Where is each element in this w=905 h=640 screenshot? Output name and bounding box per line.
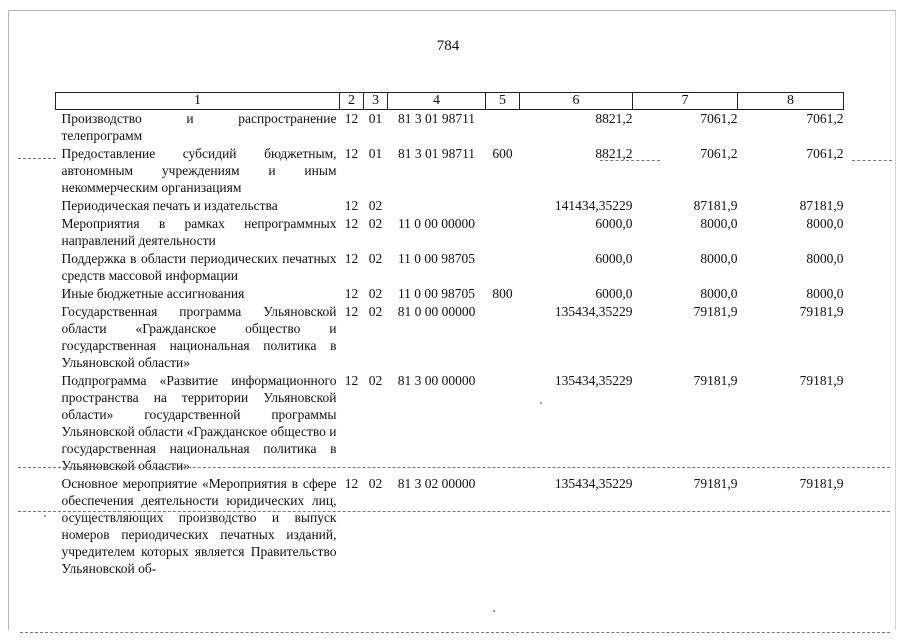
section-code: 12	[344, 198, 359, 213]
subsection-code: 02	[368, 216, 383, 231]
amount-col-7: 79181,9	[693, 476, 738, 491]
subsection-code: 02	[368, 286, 383, 301]
column-header: 4	[388, 93, 486, 110]
amount-col-6: 135434,35229	[554, 373, 633, 388]
expense-type-code	[486, 250, 520, 285]
amount-col-8: 8000,0	[806, 251, 844, 266]
item-name: Государственная программа Ульяновской области «Гражданское общество и государственная национальная политика в Ульяновской области»	[61, 304, 337, 370]
table-row	[56, 285, 844, 303]
column-header: 5	[486, 93, 520, 110]
amount-col-8: 7061,2	[806, 111, 844, 126]
subsection-code: 02	[368, 373, 383, 388]
table-row	[56, 303, 844, 372]
amount-col-7: 8000,0	[700, 216, 738, 231]
amount-col-6: 141434,35229	[554, 198, 633, 213]
section-code: 12	[344, 146, 359, 161]
scan-artifact-line	[18, 511, 890, 512]
target-article-code: 81 3 00 00000	[397, 373, 476, 388]
section-code: 12	[344, 111, 359, 126]
amount-col-6: 6000,0	[595, 216, 633, 231]
amount-col-6: 6000,0	[595, 286, 633, 301]
subsection-code: 01	[368, 111, 383, 126]
target-article-code: 81 3 01 98711	[397, 146, 476, 161]
amount-col-6: 135434,35229	[554, 476, 633, 491]
item-name: Производство и распространение телепрограмм	[61, 111, 337, 143]
column-header: 6	[520, 93, 633, 110]
section-code: 12	[344, 373, 359, 388]
target-article-code: 11 0 00 00000	[397, 216, 476, 231]
column-header: 7	[633, 93, 738, 110]
item-name: Предоставление субсидий бюджетным, автономным учреждениям и иным некоммерческим организациям	[61, 146, 337, 195]
scan-artifact-line	[18, 467, 890, 468]
expense-type-code	[486, 110, 520, 146]
amount-col-7: 7061,2	[700, 146, 738, 161]
amount-col-8: 8000,0	[806, 286, 844, 301]
section-code: 12	[344, 251, 359, 266]
scan-artifact-dot	[540, 402, 542, 404]
section-code: 12	[344, 304, 359, 319]
scan-artifact-dot	[493, 610, 495, 612]
expense-type-code: 800	[492, 286, 513, 301]
section-code: 12	[344, 476, 359, 491]
target-article-code: 81 3 02 00000	[397, 476, 476, 491]
page-number: 784	[436, 38, 460, 54]
amount-col-6: 8821,2	[595, 111, 633, 126]
amount-col-8: 8000,0	[806, 216, 844, 231]
target-article-code: 11 0 00 98705	[397, 251, 476, 266]
expense-type-code	[486, 215, 520, 250]
column-header: 2	[340, 93, 364, 110]
scan-artifact-line	[852, 160, 892, 161]
expense-type-code	[486, 303, 520, 372]
column-header: 1	[56, 93, 340, 110]
target-article-code: 81 3 01 98711	[397, 111, 476, 126]
section-code: 12	[344, 216, 359, 231]
amount-col-7: 79181,9	[693, 373, 738, 388]
amount-col-8: 79181,9	[799, 373, 844, 388]
amount-col-7: 79181,9	[693, 304, 738, 319]
amount-col-8: 79181,9	[799, 304, 844, 319]
target-article-code: 81 0 00 00000	[397, 304, 476, 319]
item-name: Основное мероприятие «Мероприятия в сфере обеспечения деятельности юридических лиц, осуществляющих производство и выпуск номеров периодических печатных изданий, учредителем которых является Правительство Ульяновской об-	[61, 476, 337, 576]
table-row	[56, 215, 844, 250]
table-row	[56, 372, 844, 475]
table-row	[56, 475, 844, 578]
item-name: Иные бюджетные ассигнования	[61, 286, 245, 301]
table-header-row	[56, 93, 844, 110]
column-header: 8	[738, 93, 844, 110]
section-code: 12	[344, 286, 359, 301]
amount-col-6: 8821,2	[595, 146, 633, 161]
expense-type-code	[486, 197, 520, 215]
amount-col-6: 135434,35229	[554, 304, 633, 319]
scan-artifact-line	[18, 158, 56, 159]
subsection-code: 02	[368, 251, 383, 266]
subsection-code: 02	[368, 198, 383, 213]
column-header: 3	[364, 93, 388, 110]
table-row	[56, 197, 844, 215]
amount-col-8: 87181,9	[799, 198, 844, 213]
amount-col-7: 8000,0	[700, 251, 738, 266]
table-row	[56, 145, 844, 197]
amount-col-8: 7061,2	[806, 146, 844, 161]
budget-table	[55, 92, 844, 578]
expense-type-code	[486, 475, 520, 578]
scan-artifact-dot	[44, 515, 46, 517]
scan-artifact-line	[600, 160, 660, 161]
table-row	[56, 250, 844, 285]
item-name: Подпрограмма «Развитие информационного пространства на территории Ульяновской области» государственной программы Ульяновской области «Гражданское общество и государственная национальная политика в Ульяновской области»	[61, 373, 337, 473]
subsection-code: 01	[368, 146, 383, 161]
subsection-code: 02	[368, 476, 383, 491]
table-row	[56, 110, 844, 146]
expense-type-code	[486, 372, 520, 475]
amount-col-7: 8000,0	[700, 286, 738, 301]
item-name: Мероприятия в рамках непрограммных направлений деятельности	[61, 216, 337, 248]
amount-col-7: 7061,2	[700, 111, 738, 126]
amount-col-8: 79181,9	[799, 476, 844, 491]
item-name: Поддержка в области периодических печатных средств массовой информации	[61, 251, 337, 283]
amount-col-6: 6000,0	[595, 251, 633, 266]
scan-artifact-line	[20, 632, 890, 633]
target-article-code: 11 0 00 98705	[397, 286, 476, 301]
subsection-code: 02	[368, 304, 383, 319]
expense-type-code: 600	[492, 146, 513, 161]
target-article-code	[388, 197, 486, 215]
item-name: Периодическая печать и издательства	[61, 198, 278, 213]
amount-col-7: 87181,9	[693, 198, 738, 213]
